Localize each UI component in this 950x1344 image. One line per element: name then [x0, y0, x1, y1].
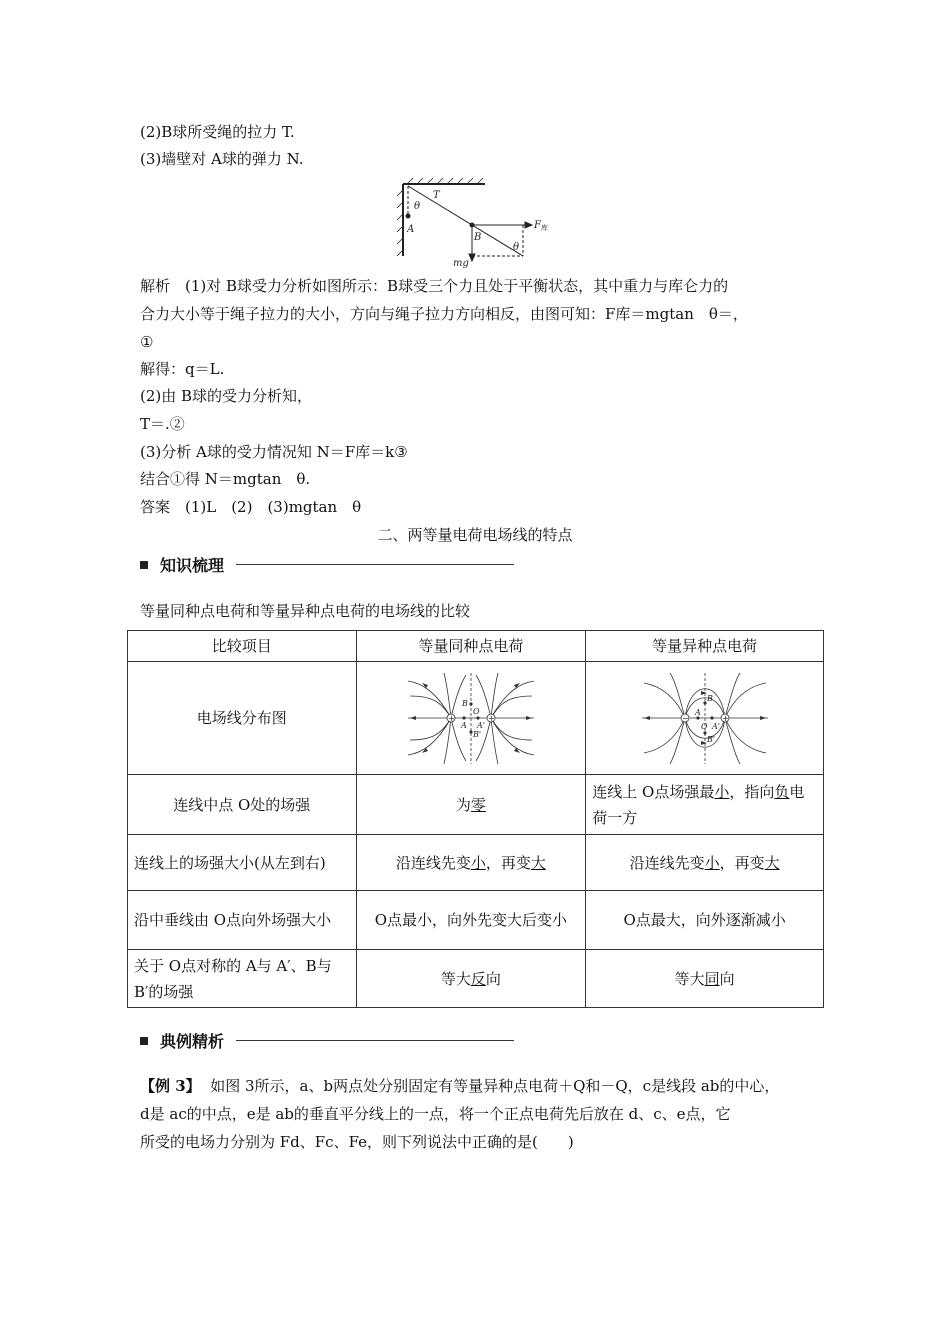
solution-line-1: 解析 (1)对 B球受力分析如图所示：B球受三个力且处于平衡状态，其中重力与库仑力的 [140, 277, 729, 295]
row2-opp-underlined-2: 大 [764, 853, 780, 872]
example-3-line-2: d是 ac的中点，e是 ab的垂直平分线上的一点，将一个正点电荷先后放在 d、c、e点，它 [140, 1105, 731, 1123]
same-label-B: B [461, 698, 468, 708]
row3-opposite: O点最大，向外逐渐减小 [586, 891, 824, 950]
question-3: (3)墙壁对 A球的弹力 N. [140, 150, 304, 168]
same-label-O: O [472, 706, 480, 716]
solution-line-6: T＝.② [140, 415, 185, 433]
label-theta-bottom: θ [513, 242, 520, 253]
row2-label: 连线上的场强大小(从左到右) [128, 835, 357, 891]
row2-same-underlined-1: 小 [470, 853, 486, 872]
row1-opp-underlined-2: 负 [774, 782, 790, 801]
label-theta-top: θ [414, 201, 421, 212]
example-3-line-1 [140, 1075, 779, 1097]
heading-rule [236, 564, 514, 565]
example-3-tag: 【例 3】 [140, 1077, 201, 1095]
heading-rule [236, 1040, 514, 1041]
label-B: B [474, 232, 482, 243]
opp-label-A: A [694, 707, 701, 717]
example-3-line-3: 所受的电场力分别为 Fd、Fc、Fe，则下列说法中正确的是( ) [140, 1133, 574, 1151]
row2-same-text-a: 沿连线先变 [395, 853, 471, 872]
same-plus-left: + [447, 713, 455, 723]
row1-same [356, 775, 586, 835]
label-mg: mg [453, 258, 469, 268]
comparison-table [127, 630, 824, 1008]
table-row-along-line [128, 835, 824, 891]
row4-same-underlined: 反 [470, 969, 486, 988]
same-label-B-prime: B' [472, 729, 481, 739]
row1-opp-underlined-1: 小 [714, 782, 730, 801]
row4-same-text-b: 向 [485, 969, 501, 988]
row4-same-text-a: 等大 [440, 969, 471, 988]
same-label-A: A [460, 720, 467, 730]
row3-label: 沿中垂线由 O点向外场强大小 [128, 891, 357, 950]
opp-label-B: B [706, 693, 713, 703]
row1-same-text: 为 [455, 795, 471, 814]
table-intro: 等量同种点电荷和等量异种点电荷的电场线的比较 [140, 602, 471, 620]
row4-opp-text-a: 等大 [674, 969, 705, 988]
opp-minus: − [681, 713, 689, 723]
row4-opp-text-b: 向 [719, 969, 735, 988]
row4-opposite [586, 950, 824, 1008]
row4-same [356, 950, 586, 1008]
solution-line-5: (2)由 B球的受力分析知， [140, 387, 313, 405]
section-2-title: 二、两等量电荷电场线的特点 [377, 526, 573, 544]
row2-opp-underlined-1: 小 [704, 853, 720, 872]
force-diagram-figure [395, 176, 555, 268]
row1-label: 连线中点 O处的场强 [128, 775, 357, 835]
row3-same: O点最小，向外先变大后变小 [356, 891, 586, 950]
opp-label-B-prime: B' [706, 734, 715, 744]
heading-example [140, 1029, 514, 1052]
solution-line-2: 合力大小等于绳子拉力的大小，方向与绳子拉力方向相反，由图可知：F库＝mgtan θ＝， [140, 305, 748, 323]
heading-square-icon [140, 561, 148, 569]
same-charge-diagram-cell [356, 662, 586, 775]
row2-opp-text-a: 沿连线先变 [629, 853, 705, 872]
table-row-diagram [128, 662, 824, 775]
label-F-sub: 库 [541, 224, 548, 232]
row4-opp-underlined: 同 [704, 969, 720, 988]
heading-example-text: 典例精析 [160, 1032, 225, 1051]
heading-knowledge [140, 553, 514, 576]
row4-label: 关于 O点对称的 A与 A′、B与 B′的场强 [128, 950, 357, 1008]
row1-same-underlined: 零 [470, 795, 486, 814]
row2-opp-text-b: ，再变 [719, 853, 765, 872]
header-item: 比较项目 [128, 631, 357, 662]
row2-same-text-b: ，再变 [485, 853, 531, 872]
opp-label-O: O [700, 721, 708, 731]
row2-opposite [586, 835, 824, 891]
header-same: 等量同种点电荷 [356, 631, 586, 662]
same-label-A-prime: A' [476, 720, 485, 730]
row2-same [356, 835, 586, 891]
question-2: (2)B球所受绳的拉力 T. [140, 123, 295, 141]
opposite-charge-field-diagram [640, 671, 770, 766]
row1-opp-text-b: ，指向 [729, 782, 775, 801]
example-3-line-1-text: 如图 3所示，a、b两点处分别固定有等量异种点电荷＋Q和－Q，c是线段 ab的中心， [210, 1077, 780, 1095]
table-row-symmetric [128, 950, 824, 1008]
table-row-midpoint [128, 775, 824, 835]
same-plus-right: + [487, 713, 495, 723]
diagram-row-label: 电场线分布图 [128, 662, 357, 775]
table-row-perpendicular [128, 891, 824, 950]
solution-line-8: 结合①得 N＝mgtan θ. [140, 470, 311, 488]
row1-opposite [586, 775, 824, 835]
label-F: F [534, 220, 541, 231]
heading-knowledge-text: 知识梳理 [160, 556, 225, 575]
solution-line-3: ① [140, 333, 154, 351]
label-A: A [407, 224, 415, 235]
table-header-row [128, 631, 824, 662]
opposite-charge-diagram-cell [586, 662, 824, 775]
row1-opp-text-c: 电荷一方 [592, 782, 805, 827]
same-charge-field-diagram [406, 671, 536, 766]
opp-plus: + [721, 713, 729, 723]
header-opposite: 等量异种点电荷 [586, 631, 824, 662]
heading-square-icon [140, 1037, 148, 1045]
solution-line-7: (3)分析 A球的受力情况知 N＝F库＝k③ [140, 443, 408, 461]
label-T: T [433, 190, 440, 201]
row1-opp-text-a: 连线上 O点场强最 [592, 782, 715, 801]
opp-label-A-prime: A' [711, 721, 720, 731]
answer-line: 答案 (1)L (2) (3)mgtan θ [140, 498, 362, 516]
solution-line-4: 解得：q＝L. [140, 360, 225, 378]
row2-same-underlined-2: 大 [530, 853, 546, 872]
